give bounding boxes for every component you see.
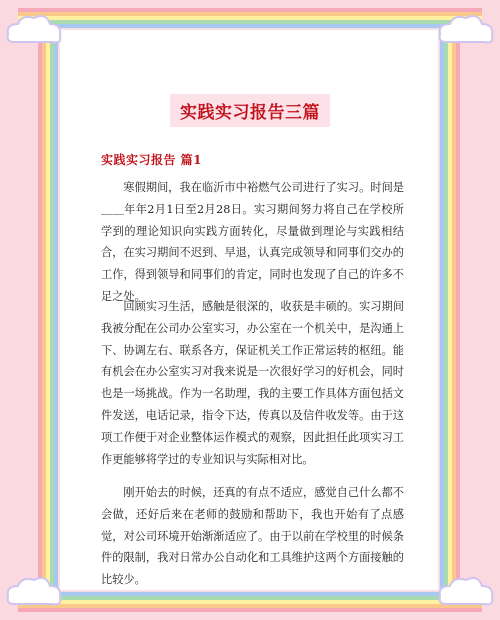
cloud-icon bbox=[436, 572, 496, 612]
title-wrapper bbox=[0, 94, 500, 127]
paragraph-3: 刚开始去的时候，还真的有点不适应，感觉自己什么都不会做，还好后来在老师的鼓励和帮助下，我也开始有了点感觉，对公司环境开始渐渐适应了。由于以前在学校里的时候条件的限制，我对日常办公自动化和工具维护这两个方面接触的比较少。 bbox=[101, 486, 404, 587]
section-title: 实践实习报告 篇1 bbox=[101, 153, 203, 167]
document-title: 实践实习报告三篇 bbox=[170, 94, 330, 127]
cloud-icon bbox=[4, 10, 64, 50]
cloud-icon bbox=[4, 572, 64, 612]
paragraph-1: 寒假期间，我在临沂市中裕燃气公司进行了实习。时间是＿＿年年2月1日至2月28日。实习期间努力将自己在学校所学到的理论知识向实践方面转化，尽量做到理论与实践相结合，在实习期间不迟到、早退，认真完成领导和同事们交办的工作，得到领导和同事们的肯定，同时也发现了自己的许多不足之处。 bbox=[101, 181, 404, 303]
paragraph-2: 回顾实习生活，感触是很深的，收获是丰硕的。实习期间我被分配在公司办公室实习，办公室在一个机关中，是沟通上下、协调左右、联系各方，保证机关工作正常运转的枢纽。能有机会在办公室实习对我来说是一次很好学习的好机会，同时也是一场挑战。作为一名助理，我的主要工作具体方面包括文件发送，电话记录，指令下达，传真以及信件收发等。由于这项工作便于对企业整体运作模式的观察，因此担任此项实习工作更能够将学过的专业知识与实际相对比。 bbox=[101, 300, 404, 466]
cloud-icon bbox=[436, 10, 496, 50]
